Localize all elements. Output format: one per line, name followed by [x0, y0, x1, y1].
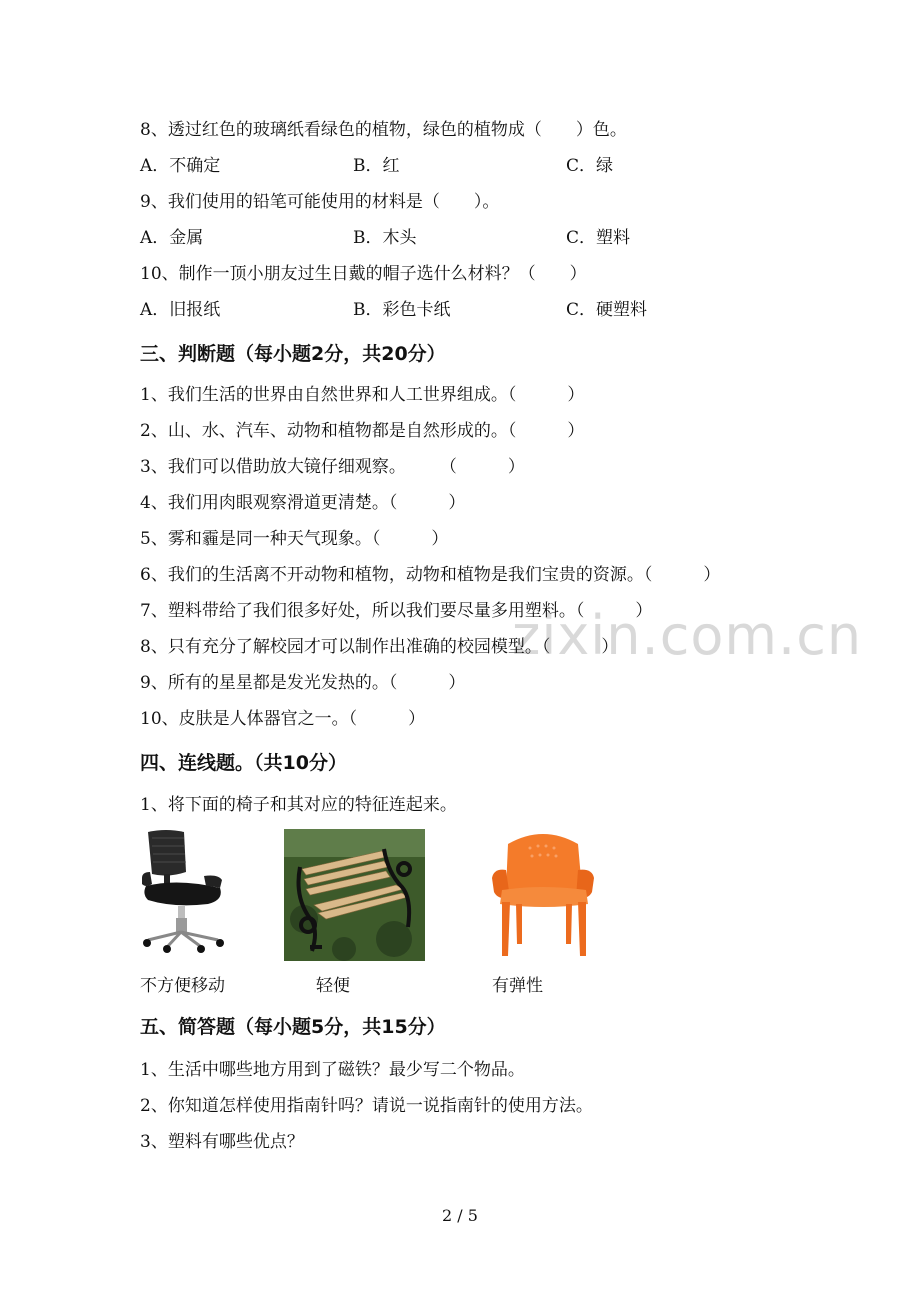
question-10: 10、制作一顶小朋友过生日戴的帽子选什么材料？（ ） [140, 264, 587, 284]
option-9a: A．金属 [140, 228, 204, 248]
watermark: zixin.com.cn [512, 604, 863, 667]
caption-1: 不方便移动 [140, 976, 225, 996]
option-10b: B．彩色卡纸 [353, 300, 451, 320]
option-10c: C．硬塑料 [566, 300, 648, 320]
option-8c: C．绿 [566, 156, 614, 176]
judge-item-1: 1、我们生活的世界由自然世界和人工世界组成。（ ） [140, 385, 585, 405]
office-chair-image [138, 828, 230, 956]
judge-item-3: 3、我们可以借助放大镜仔细观察。 （ ） [140, 457, 525, 477]
park-bench-image [284, 829, 425, 961]
plastic-chair-image [490, 828, 597, 960]
question-8: 8、透过红色的玻璃纸看绿色的植物，绿色的植物成（ ）色。 [140, 120, 627, 140]
judge-item-9: 9、所有的星星都是发光发热的。（ ） [140, 673, 466, 693]
judge-item-8: 8、只有充分了解校园才可以制作出准确的校园模型。（ ） [140, 637, 619, 657]
short-answer-1: 1、生活中哪些地方用到了磁铁？最少写二个物品。 [140, 1060, 525, 1080]
option-9b: B．木头 [353, 228, 417, 248]
short-answer-3: 3、塑料有哪些优点？ [140, 1132, 304, 1152]
page-number: 2 / 5 [442, 1206, 478, 1225]
judge-item-7: 7、塑料带给了我们很多好处，所以我们要尽量多用塑料。（ ） [140, 601, 653, 621]
judge-item-4: 4、我们用肉眼观察滑道更清楚。（ ） [140, 493, 466, 513]
option-9c: C．塑料 [566, 228, 631, 248]
judge-item-2: 2、山、水、汽车、动物和植物都是自然形成的。（ ） [140, 421, 585, 441]
matching-question: 1、将下面的椅子和其对应的特征连起来。 [140, 795, 457, 815]
question-9: 9、我们使用的铅笔可能使用的材料是（ ）。 [140, 192, 500, 212]
section-5-title: 五、简答题（每小题5分，共15分） [140, 1016, 446, 1038]
judge-item-6: 6、我们的生活离不开动物和植物，动物和植物是我们宝贵的资源。（ ） [140, 565, 721, 585]
section-4-title: 四、连线题。（共10分） [140, 752, 347, 774]
option-8a: A．不确定 [140, 156, 221, 176]
option-8b: B．红 [353, 156, 400, 176]
option-10a: A．旧报纸 [140, 300, 221, 320]
caption-3: 有弹性 [492, 976, 543, 996]
section-3-title: 三、判断题（每小题2分，共20分） [140, 343, 446, 365]
judge-item-10: 10、皮肤是人体器官之一。（ ） [140, 709, 426, 729]
caption-2: 轻便 [316, 976, 350, 996]
short-answer-2: 2、你知道怎样使用指南针吗？请说一说指南针的使用方法。 [140, 1096, 593, 1116]
judge-item-5: 5、雾和霾是同一种天气现象。（ ） [140, 529, 449, 549]
